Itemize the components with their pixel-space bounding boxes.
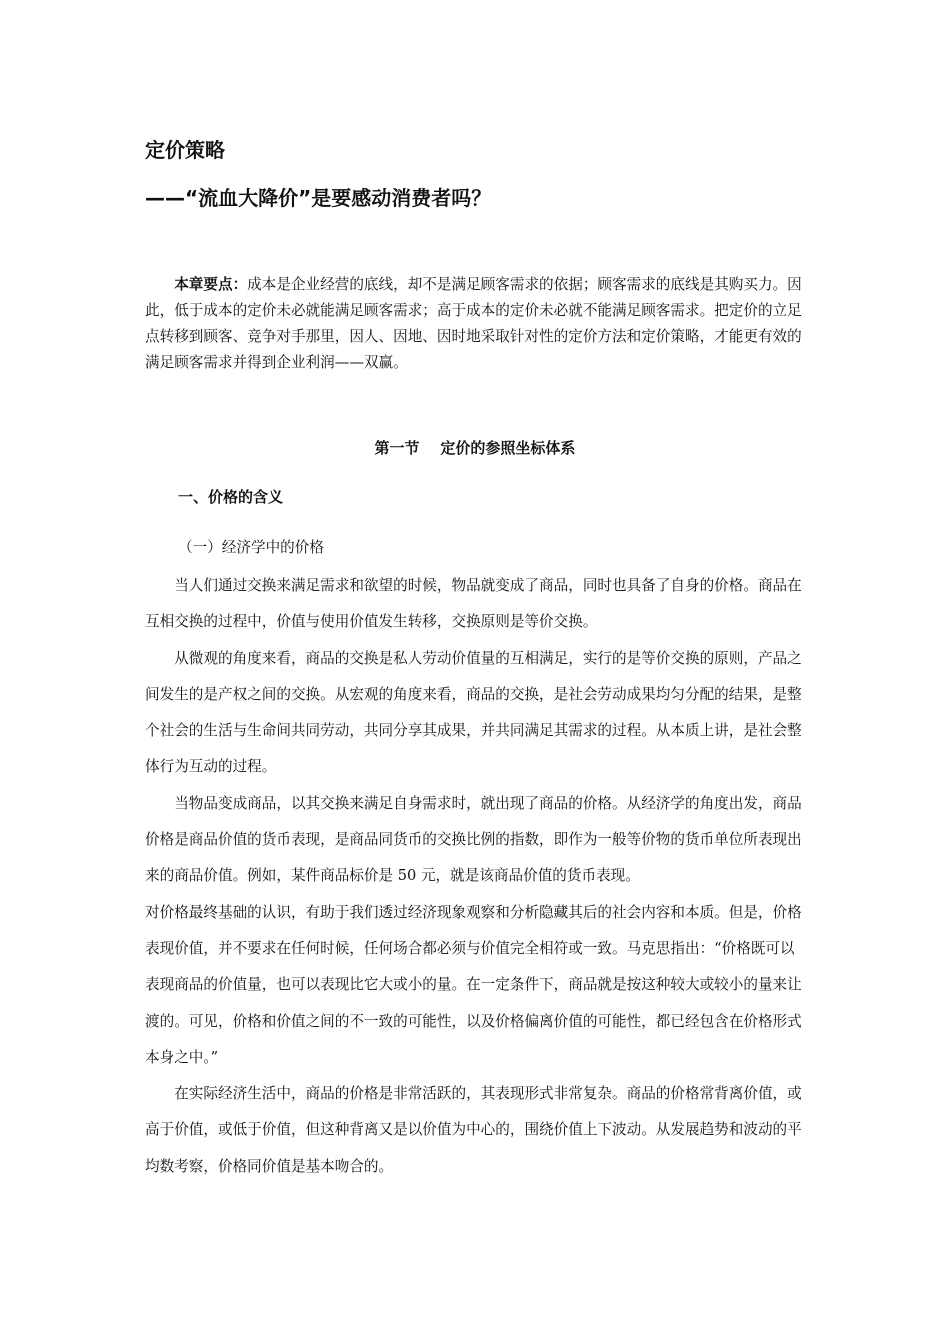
body-paragraph: 当物品变成商品，以其交换来满足自身需求时，就出现了商品的价格。从经济学的角度出发，商品价格是商品价值的货币表现，是商品同货币的交换比例的指数，即作为一般等价物的货币单位所表现出来的商品价值。例如，某件商品标价是 50 元，就是该商品价值的货币表现。 (145, 794, 802, 885)
body-paragraph: 从微观的角度来看，商品的交换是私人劳动价值量的互相满足，实行的是等价交换的原则，产品之间发生的是产权之间的交换。从宏观的角度来看，商品的交换，是社会劳动成果均匀分配的结果，是整个社会的生活与生命间共同劳动，共同分享其成果，并共同满足其需求的过程。从本质上讲，是社会整体行为互动的过程。 (145, 649, 802, 776)
document-subtitle: ——“流血大降价”是要感动消费者吗？ (145, 186, 492, 210)
subsection-heading: 一、价格的含义 (178, 488, 284, 506)
body-paragraph: 当人们通过交换来满足需求和欲望的时候，物品就变成了商品，同时也具备了自身的价格。商品在互相交换的过程中，价值与使用价值发生转移，交换原则是等价交换。 (145, 577, 802, 631)
sub-subsection-heading: （一）经济学中的价格 (178, 539, 324, 556)
body-paragraph: 在实际经济生活中，商品的价格是非常活跃的，其表现形式非常复杂。商品的价格常背离价值，或高于价值，或低于价值，但这种背离又是以价值为中心的，围绕价值上下波动。从发展趋势和波动的平均数考察，价格同价值是基本吻合的。 (145, 1085, 802, 1175)
summary-label: 本章要点： (174, 276, 248, 293)
document-title: 定价策略 (145, 138, 225, 162)
body-paragraph: 对价格最终基础的认识，有助于我们透过经济现象观察和分析隐藏其后的社会内容和本质。但是，价格表现价值，并不要求在任何时候，任何场合都必须与价值完全相符或一致。马克思指出：“价格既可以表现商品的价值量，也可以表现比它大或小的量。在一定条件下，商品就是按这种较大或较小的量来让渡的。可见，价格和价值之间的不一致的可能性，以及价格偏离价值的可能性，都已经包含在价格形式本身之中。” (145, 903, 802, 1066)
chapter-summary (145, 272, 805, 376)
section-heading: 第一节 定价的参照坐标体系 (374, 439, 576, 457)
body-text (145, 568, 805, 1185)
summary-text: 成本是企业经营的底线，却不是满足顾客需求的依据；顾客需求的底线是其购买力。因此，低于成本的定价未必就能满足顾客需求；高于成本的定价未必就不能满足顾客需求。把定价的立足点转移到顾客、竞争对手那里，因人、因地、因时地采取针对性的定价方法和定价策略，才能更有效的满足顾客需求并得到企业利润——双赢。 (145, 276, 802, 371)
summary-paragraph (145, 272, 805, 376)
